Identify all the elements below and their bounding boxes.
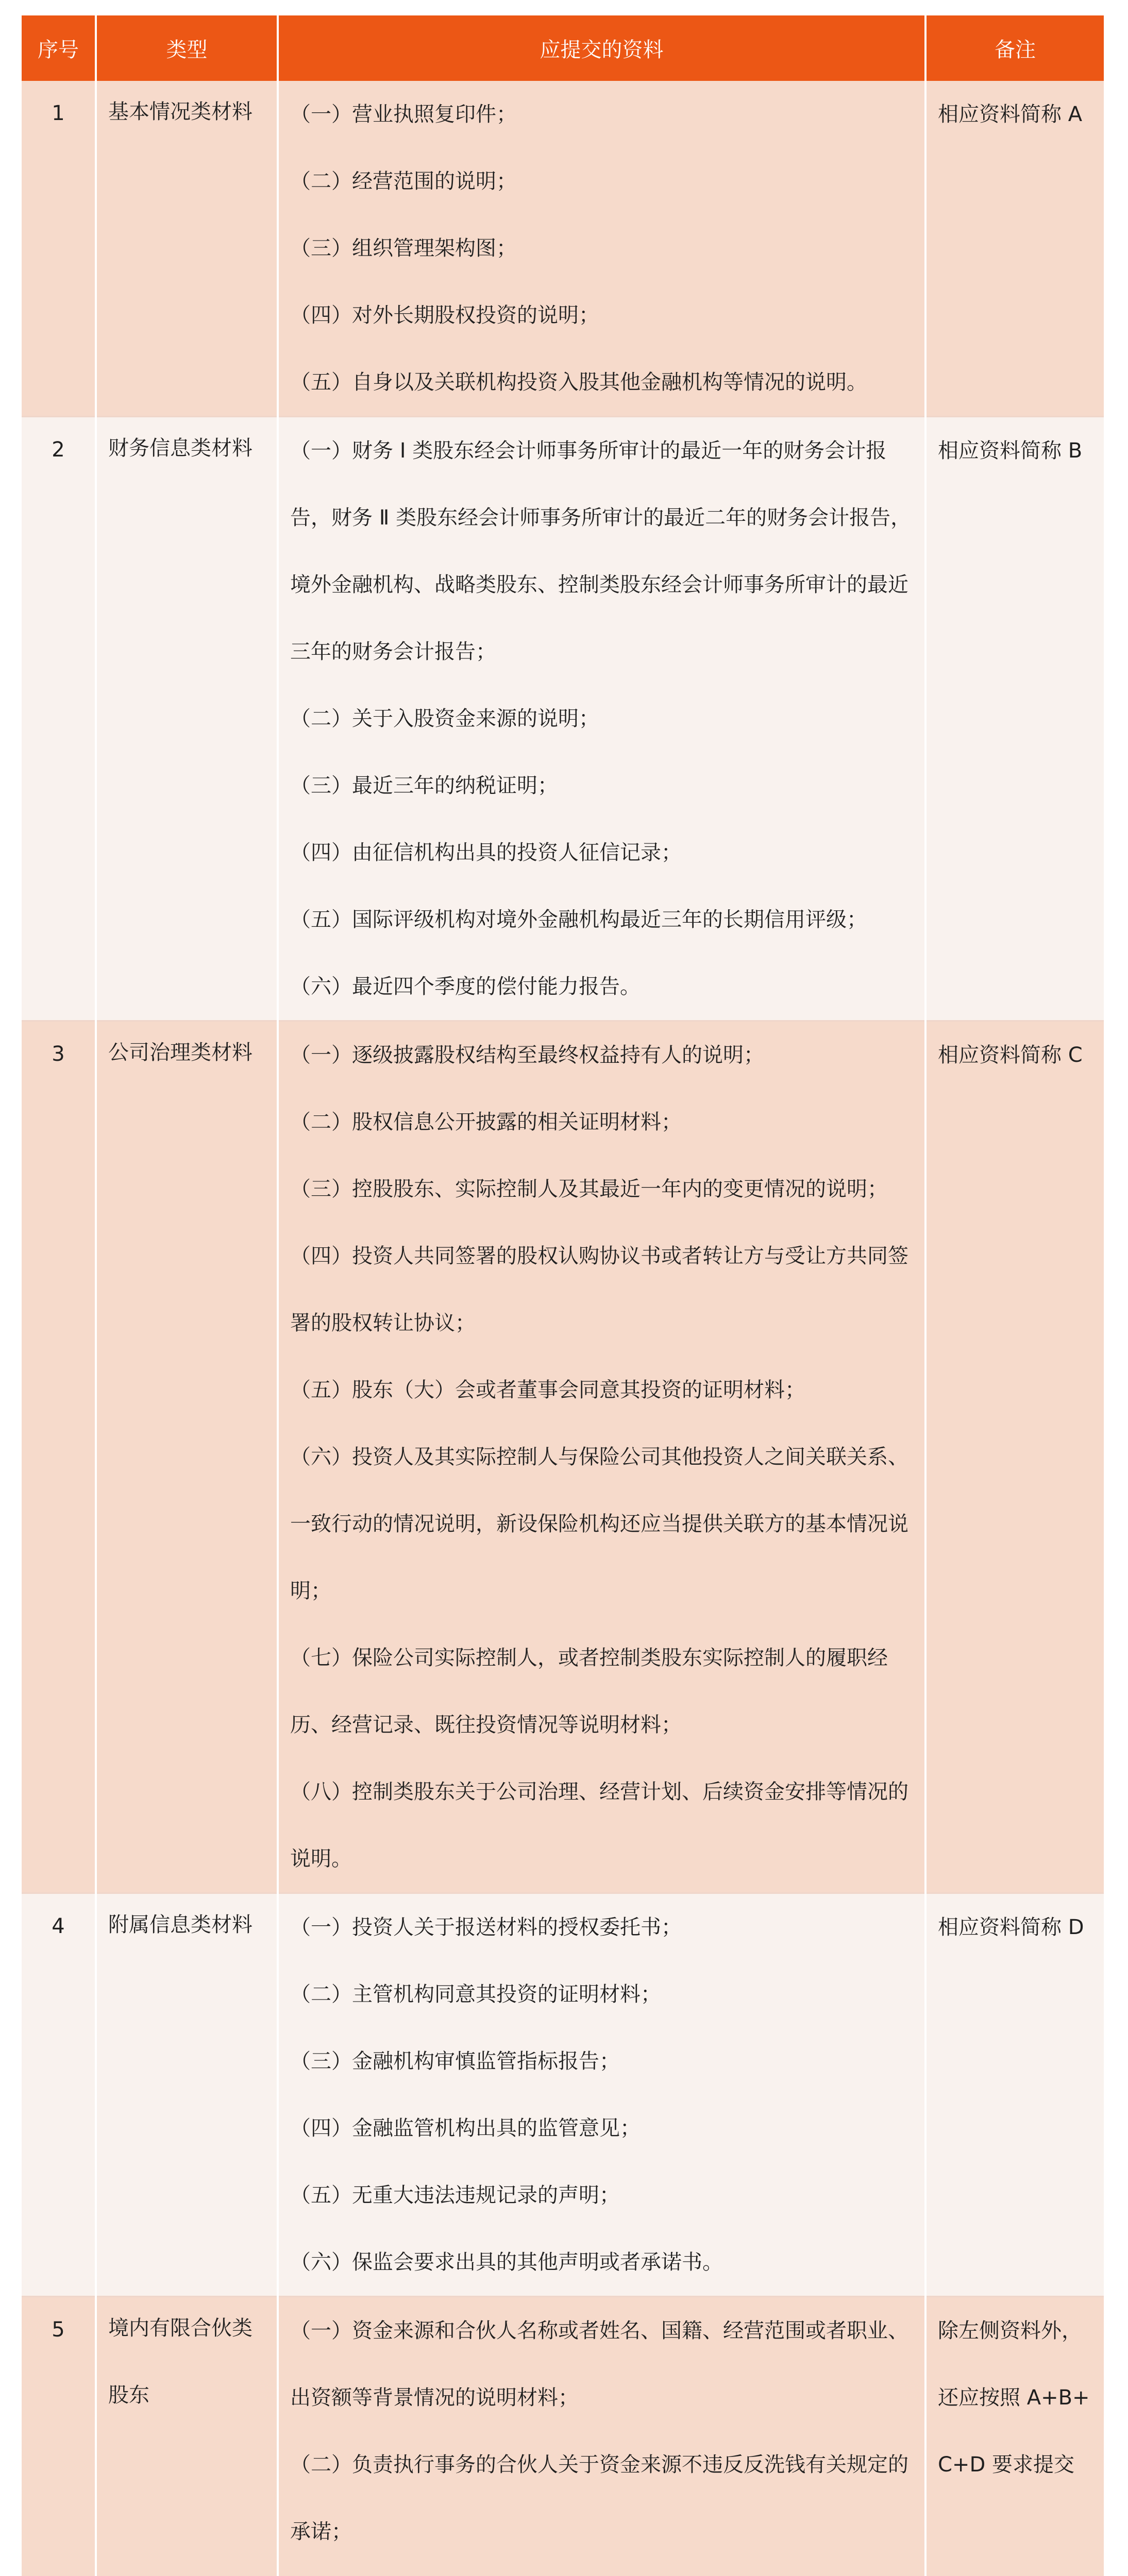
row-note: 相应资料简称 A	[938, 103, 1083, 126]
row-type-cell	[96, 1893, 278, 2297]
row-index: 1	[22, 81, 96, 417]
row-documents	[278, 2297, 925, 2576]
header-row	[22, 15, 1104, 81]
header-documents: 应提交的资料	[278, 15, 925, 81]
row-documents	[278, 81, 925, 417]
row-note-cell	[925, 1893, 1104, 2297]
document-item: （四）金融监管机构出具的监管意见；	[290, 2116, 641, 2140]
table-row	[22, 2297, 1104, 2576]
materials-table	[22, 15, 1104, 2576]
table-body	[22, 81, 1104, 2576]
row-documents	[278, 417, 925, 1021]
document-item: （五）无重大违法违规记录的声明；	[290, 2183, 620, 2207]
table-row	[22, 417, 1104, 1021]
row-note-cell	[925, 417, 1104, 1021]
row-note: 相应资料简称 D	[938, 1916, 1084, 1939]
row-index: 5	[22, 2297, 96, 2576]
row-type: 财务信息类材料	[108, 436, 252, 460]
document-item: （六）保监会要求出具的其他声明或者承诺书。	[290, 2250, 723, 2274]
document-item	[290, 2565, 913, 2576]
document-item: （二）主管机构同意其投资的证明材料；	[290, 1982, 661, 2006]
row-note: 相应资料简称 C	[938, 1043, 1083, 1067]
document-item: （一）资金来源和合伙人名称或者姓名、国籍、经营范围或者职业、出资额等背景情况的说明材料；	[290, 2319, 908, 2410]
document-item: （四）由征信机构出具的投资人征信记录；	[290, 841, 682, 865]
document-item: （八）控制类股东关于公司治理、经营计划、后续资金安排等情况的说明。	[290, 1780, 908, 1871]
document-item: （二）负责执行事务的合伙人关于资金来源不违反反洗钱有关规定的承诺；	[290, 2453, 908, 2544]
table-row	[22, 1021, 1104, 1893]
row-type-cell	[96, 1021, 278, 1893]
document-item: （三）最近三年的纳税证明；	[290, 774, 558, 798]
table-row	[22, 81, 1104, 417]
document-item: （一）投资人关于报送材料的授权委托书；	[290, 1916, 682, 1939]
row-type: 基本情况类材料	[108, 100, 252, 124]
document-item: （一）财务 Ⅰ 类股东经会计师事务所审计的最近一年的财务会计报告，财务 Ⅱ 类股东经会计师事务所审计的最近二年的财务会计报告，境外金融机构、战略类股东、控制类股东经会计师事务所审计的最近三年的财务会计报告；	[290, 439, 912, 664]
document-item: （三）金融机构审慎监管指标报告；	[290, 2049, 620, 2073]
row-type-cell	[96, 81, 278, 417]
row-type: 境内有限合伙类股东	[108, 2316, 252, 2407]
document-item: （三）组织管理架构图；	[290, 236, 517, 260]
row-index: 4	[22, 1893, 96, 2297]
document-item: （六）最近四个季度的偿付能力报告。	[290, 975, 641, 998]
row-documents	[278, 1021, 925, 1893]
header-index: 序号	[22, 15, 96, 81]
document-item: （四）对外长期股权投资的说明；	[290, 303, 599, 327]
row-note-cell	[925, 2297, 1104, 2576]
row-type: 公司治理类材料	[108, 1041, 252, 1064]
document-item: （一）营业执照复印件；	[290, 103, 517, 126]
document-item: （五）自身以及关联机构投资入股其他金融机构等情况的说明。	[290, 370, 867, 394]
row-documents	[278, 1893, 925, 2297]
document-item: （七）保险公司实际控制人，或者控制类股东实际控制人的履职经历、经营记录、既往投资情况等说明材料；	[290, 1646, 888, 1737]
document-item: （三）控股股东、实际控制人及其最近一年内的变更情况的说明；	[290, 1177, 888, 1201]
header-type: 类型	[96, 15, 278, 81]
row-index: 3	[22, 1021, 96, 1893]
header-note: 备注	[925, 15, 1104, 81]
row-type: 附属信息类材料	[108, 1913, 252, 1937]
document-item: （五）股东（大）会或者董事会同意其投资的证明材料；	[290, 1378, 805, 1402]
row-note-cell	[925, 81, 1104, 417]
document-item: （二）关于入股资金来源的说明；	[290, 707, 599, 731]
document-item: （四）投资人共同签署的股权认购协议书或者转让方与受让方共同签署的股权转让协议；	[290, 1244, 908, 1335]
table-row	[22, 1893, 1104, 2297]
document-item: （二）股权信息公开披露的相关证明材料；	[290, 1110, 682, 1134]
row-type-cell	[96, 417, 278, 1021]
row-note: 除左侧资料外，还应按照 A+B+C+D 要求提交	[938, 2319, 1090, 2477]
materials-table-container	[22, 15, 1104, 2576]
row-type-cell	[96, 2297, 278, 2576]
document-item: （五）国际评级机构对境外金融机构最近三年的长期信用评级；	[290, 908, 867, 931]
row-index: 2	[22, 417, 96, 1021]
document-item: （六）投资人及其实际控制人与保险公司其他投资人之间关联关系、一致行动的情况说明，新设保险机构还应当提供关联方的基本情况说明；	[290, 1445, 908, 1603]
row-note-cell	[925, 1021, 1104, 1893]
document-item: （一）逐级披露股权结构至最终权益持有人的说明；	[290, 1043, 764, 1067]
table-header	[22, 15, 1104, 81]
row-note: 相应资料简称 B	[938, 439, 1083, 463]
document-item: （二）经营范围的说明；	[290, 170, 517, 193]
